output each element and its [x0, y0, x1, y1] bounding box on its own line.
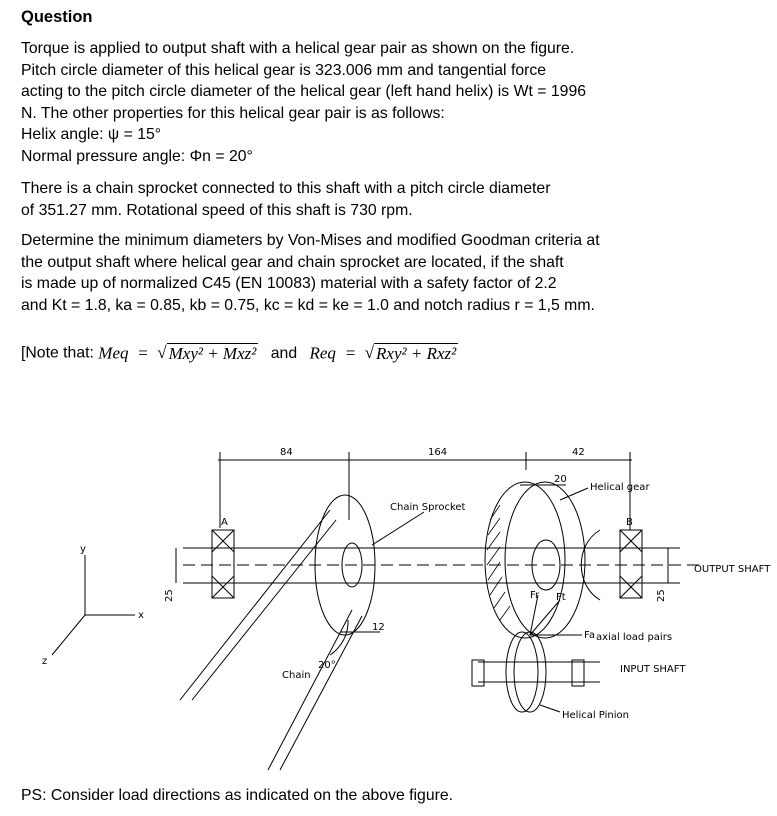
bearing-b	[620, 530, 642, 598]
meq-symbol: Meq	[98, 343, 129, 363]
axis-z-label: z	[42, 656, 48, 667]
m-radicand: Mxy² + Mxz²	[168, 344, 257, 364]
gear-teeth	[487, 505, 510, 620]
chain-strand-lower-2	[280, 616, 362, 770]
dim-164-label: 164	[428, 447, 448, 458]
dim-42-label: 42	[572, 447, 585, 458]
text-line: Pitch circle diameter of this helical gear is 323.006 mm and tangential force	[21, 61, 547, 79]
dim-84-label: 84	[280, 447, 293, 458]
axis-y-label: y	[80, 544, 86, 555]
fa-label: Fa	[584, 630, 595, 641]
dim-20-label: 20	[554, 474, 567, 485]
axis-x-label: x	[138, 610, 144, 621]
helical-gear-label: Helical gear	[590, 482, 650, 493]
chain-strand-upper-2	[192, 520, 336, 700]
question-heading: Question	[21, 8, 93, 26]
note-prefix: [Note that:	[21, 344, 94, 362]
angle-label: 20°	[318, 660, 336, 671]
helical-pinion-face	[514, 632, 546, 712]
sqrt-m: √ Mxy² + Mxz²	[157, 343, 257, 364]
force-fr-arrow	[530, 595, 538, 635]
ps-note: PS: Consider load directions as indicated on the above figure.	[21, 787, 454, 804]
text-line: is made up of normalized C45 (EN 10083) material with a safety factor of 2.2	[21, 275, 557, 292]
pressure-angle-line: Normal pressure angle: Φn = 20°	[21, 147, 253, 165]
helix-angle-line: Helix angle: ψ = 15°	[21, 126, 162, 143]
leader-chain-sprocket	[372, 512, 424, 545]
helical-gear-face	[505, 482, 585, 638]
sqrt-r: √ Rxy² + Rxz²	[364, 343, 457, 364]
helical-pinion	[506, 632, 538, 712]
dim-25-left-label: 25	[164, 589, 175, 602]
leader-helical-pinion	[540, 705, 560, 712]
chain-sprocket-label: Chain Sprocket	[390, 502, 466, 513]
equals-sign: =	[340, 343, 361, 363]
dim-12-label: 12	[372, 622, 385, 633]
r-radicand: Rxy² + Rxz²	[376, 344, 457, 364]
req-symbol: Req	[309, 343, 336, 363]
chain-label: Chain	[282, 670, 311, 681]
dim-25-right-label: 25	[656, 589, 667, 602]
text-line: There is a chain sprocket connected to this shaft with a pitch circle diameter	[21, 180, 551, 197]
text-line: of 351.27 mm. Rotational speed of this shaft is 730 rpm.	[21, 201, 413, 219]
text-line: Torque is applied to output shaft with a helical gear pair as shown on the figure.	[21, 40, 575, 57]
leader-helical-gear	[560, 488, 588, 500]
text-line: N. The other properties for this helical gear pair is as follows:	[21, 104, 445, 122]
text-line: acting to the pitch circle diameter of the helical gear (left hand helix) is Wt = 1996	[21, 83, 587, 100]
output-shaft-label: OUTPUT SHAFT	[694, 564, 771, 575]
helical-pinion-label: Helical Pinion	[562, 710, 629, 721]
and-word: and	[270, 344, 298, 362]
bearing-b-label: B	[626, 517, 633, 528]
chain-strand-lower	[268, 610, 352, 770]
angle-arc	[330, 620, 348, 655]
input-shaft-label: INPUT SHAFT	[620, 664, 686, 675]
bearing-a	[212, 530, 234, 598]
helical-gear-rim	[485, 482, 565, 638]
text-line: the output shaft where helical gear and chain sprocket are located, if the shaft	[21, 253, 564, 271]
equals-sign: =	[132, 343, 153, 363]
ft-label: Ft	[556, 592, 566, 603]
bearing-a-label: A	[221, 517, 228, 528]
fr-label: Fr	[530, 590, 540, 601]
axial-loads-label: axial load pairs	[596, 632, 673, 643]
z-axis	[52, 615, 85, 655]
text-line: Determine the minimum diameters by Von-Mises and modified Goodman criteria at	[21, 232, 600, 249]
text-line: and Kt = 1.8, ka = 0.85, kb = 0.75, kc = kd = ke = 1.0 and notch radius r = 1,5 mm.	[21, 296, 595, 314]
force-ft-arrow	[530, 600, 560, 635]
